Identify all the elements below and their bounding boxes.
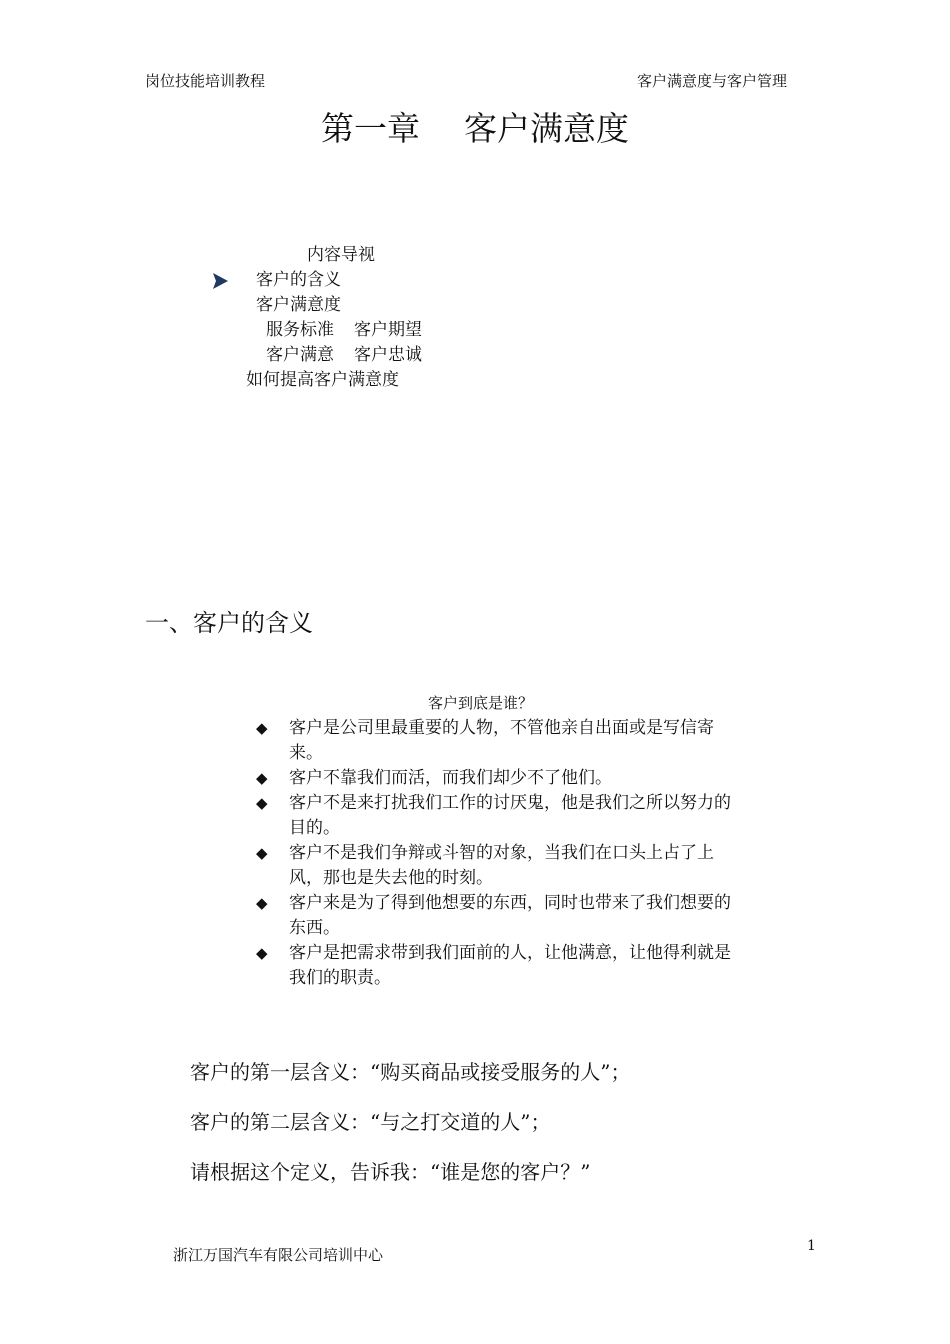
chapter-title [0, 103, 950, 150]
diamond-icon: ◆ [256, 944, 268, 962]
list-item-text: 客户不是来打扰我们工作的讨厌鬼，他是我们之所以努力的目的。 [289, 793, 731, 838]
definition-first-layer: 客户的第一层含义：“购买商品或接受服务的人”； [190, 1060, 631, 1084]
diamond-icon: ◆ [256, 894, 268, 912]
list-item-text: 客户是公司里最重要的人物，不管他亲自出面或是写信寄来。 [289, 718, 714, 763]
arrow-right-icon [212, 273, 228, 289]
toc-item: 服务标准 [266, 320, 334, 340]
list-item [254, 791, 747, 841]
toc-row [266, 318, 422, 343]
diamond-icon: ◆ [256, 794, 268, 812]
section-heading: 一、客户的含义 [145, 609, 313, 637]
section-question: 客户到底是谁？ [428, 694, 534, 712]
diamond-icon: ◆ [256, 719, 268, 737]
toc-item: 如何提高客户满意度 [246, 370, 399, 390]
header-right: 客户满意度与客户管理 [637, 72, 788, 90]
list-item-text: 客户来是为了得到他想要的东西，同时也带来了我们想要的东西。 [289, 893, 731, 938]
page-number: 1 [807, 1238, 816, 1254]
list-item-text: 客户是把需求带到我们面前的人，让他满意，让他得利就是我们的职责。 [289, 943, 731, 988]
header-left: 岗位技能培训教程 [145, 72, 266, 90]
list-item [254, 766, 747, 791]
list-item-text: 客户不是我们争辩或斗智的对象，当我们在口头上占了上风，那也是失去他的时刻。 [289, 843, 714, 888]
list-item [254, 716, 747, 766]
definition-second-layer: 客户的第二层含义：“与之打交道的人”； [190, 1110, 551, 1134]
diamond-icon: ◆ [256, 844, 268, 862]
toc-row [266, 343, 422, 368]
toc-item: 客户的含义 [256, 270, 341, 290]
toc-item: 客户满意 [266, 345, 334, 365]
list-item [254, 891, 747, 941]
toc-item: 客户满意度 [256, 295, 341, 315]
footer-org: 浙江万国汽车有限公司培训中心 [173, 1246, 384, 1264]
chapter-name: 客户满意度 [464, 109, 629, 148]
list-item-text: 客户不靠我们而活，而我们却少不了他们。 [289, 768, 612, 788]
toc-title: 内容导视 [307, 245, 375, 265]
bullet-list [254, 716, 754, 991]
list-item [254, 941, 747, 991]
diamond-icon: ◆ [256, 769, 268, 787]
chapter-number: 第一章 [321, 109, 420, 148]
definition-question: 请根据这个定义，告诉我：“谁是您的客户？” [190, 1160, 591, 1184]
toc-item: 客户期望 [354, 320, 422, 340]
list-item [254, 841, 747, 891]
toc-item: 客户忠诚 [354, 345, 422, 365]
